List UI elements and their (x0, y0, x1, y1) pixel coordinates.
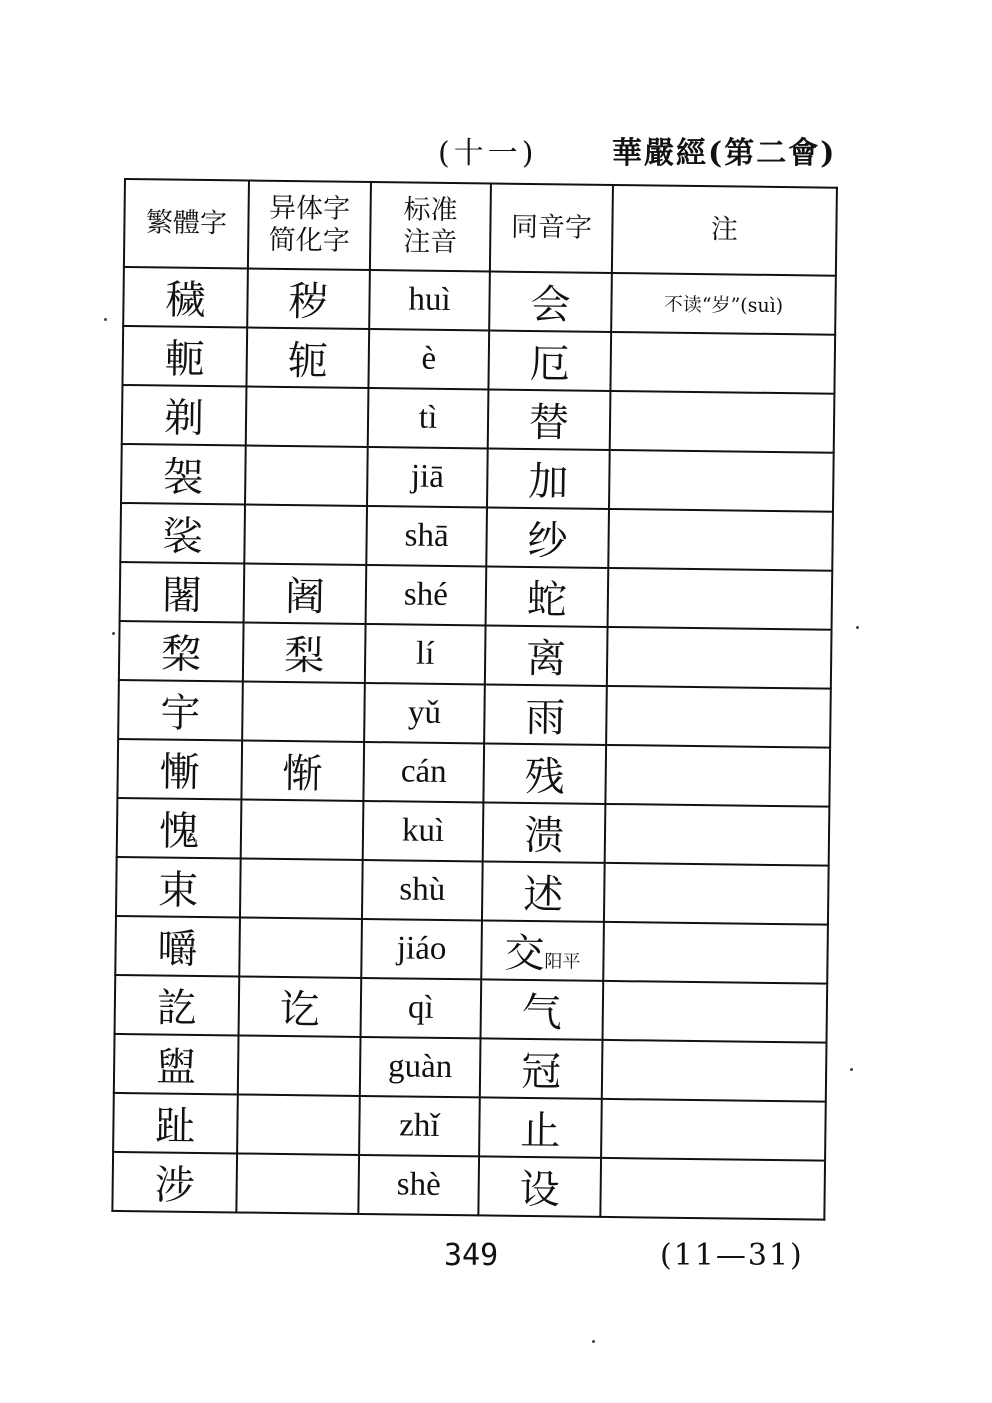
note-cell (606, 686, 831, 748)
variant-char-cell (241, 740, 364, 800)
homophone-cell-text: 气 (521, 989, 563, 1037)
variant-char-cell (239, 976, 362, 1036)
traditional-char-cell (113, 1093, 238, 1154)
tone-mark: 阳平 (544, 951, 581, 973)
homophone-cell (484, 684, 607, 744)
homophone-cell (485, 625, 608, 685)
book-title: 華嚴經(第二會) (612, 136, 837, 171)
homophone-cell-text: 设 (519, 1166, 560, 1214)
pinyin-cell (361, 978, 482, 1038)
column-header-traditional: 繁體字 (124, 179, 249, 269)
note-cell (611, 273, 836, 335)
table-row (117, 798, 830, 866)
homophone-cell-text: 述 (522, 871, 564, 919)
homophone-cell (481, 920, 604, 980)
traditional-char-cell-text: 愧 (158, 808, 200, 855)
pinyin-cell-text: guàn (387, 1048, 453, 1086)
scan-speck (850, 1068, 853, 1071)
table-row (120, 503, 833, 571)
note-cell (601, 1099, 826, 1161)
pinyin-cell (358, 1155, 479, 1215)
homophone-cell-text: 离 (525, 635, 567, 683)
homophone-cell (488, 389, 611, 449)
homophone-cell-text: 冠 (520, 1048, 562, 1096)
homophone-cell-text: 会 (530, 281, 571, 329)
variant-char-cell (246, 387, 369, 447)
note-cell (607, 627, 832, 689)
pinyin-cell-text: zhǐ (399, 1107, 440, 1144)
note-cell (609, 450, 834, 512)
variant-char-cell-text: 轭 (287, 338, 329, 385)
variant-char-cell (240, 858, 363, 918)
traditional-char-cell (123, 267, 248, 328)
traditional-char-cell-text: 盥 (155, 1044, 197, 1091)
traditional-char-cell-text: 嚼 (157, 926, 198, 973)
variant-char-cell-text: 惭 (282, 750, 324, 798)
pinyin-cell-text: shù (399, 871, 446, 908)
traditional-char-cell-text: 訖 (156, 985, 198, 1032)
homophone-cell (480, 1038, 603, 1098)
homophone-cell (488, 330, 611, 390)
pinyin-cell (367, 447, 488, 507)
traditional-char-cell (121, 444, 246, 505)
variant-char-cell-text: 讫 (279, 986, 321, 1034)
note-cell-text: 不读“岁”(suì) (663, 293, 784, 318)
traditional-char-cell (118, 680, 243, 741)
homophone-cell (487, 448, 610, 508)
table-row (122, 385, 835, 453)
pinyin-cell (368, 329, 489, 389)
pinyin-cell-text: huì (408, 281, 451, 318)
traditional-char-cell-text: 宇 (160, 690, 201, 737)
pinyin-cell (363, 742, 484, 802)
homophone-cell (483, 743, 606, 803)
variant-char-cell-text: 秽 (288, 279, 329, 326)
scan-speck (592, 1340, 595, 1343)
homophone-cell (486, 566, 609, 626)
scan-speck (856, 626, 859, 629)
note-cell (605, 745, 830, 807)
table-header-row (124, 179, 837, 276)
page-header (0, 128, 992, 172)
pinyin-cell (365, 624, 486, 684)
variant-char-cell (238, 1035, 361, 1095)
traditional-char-cell (120, 503, 245, 564)
note-cell (605, 804, 830, 866)
note-cell (600, 1158, 825, 1220)
homophone-cell (483, 802, 606, 862)
character-table (111, 178, 838, 1221)
traditional-char-cell (112, 1152, 237, 1213)
variant-char-cell (241, 799, 364, 859)
table-row (122, 326, 835, 394)
traditional-char-cell (122, 326, 247, 387)
traditional-char-cell-text: 剃 (163, 395, 205, 442)
note-cell (610, 391, 835, 453)
table-row (114, 1034, 827, 1102)
homophone-cell-text: 厄 (529, 340, 571, 388)
homophone-cell-text: 残 (524, 753, 565, 801)
traditional-char-cell-text: 束 (158, 867, 199, 914)
homophone-cell-text: 溃 (523, 812, 565, 860)
table-row (115, 975, 828, 1043)
table-row (119, 621, 832, 689)
pinyin-cell-text: yǔ (407, 694, 442, 731)
traditional-char-cell-text: 穢 (165, 277, 206, 325)
traditional-char-cell-text: 軛 (164, 336, 206, 383)
column-header-variant-simplified: 异体字 简化字 (248, 181, 371, 270)
pinyin-cell (362, 860, 483, 920)
variant-char-cell (243, 622, 366, 682)
homophone-cell-text: 止 (520, 1107, 561, 1155)
traditional-char-cell (117, 739, 242, 800)
pinyin-cell-text: shā (404, 517, 449, 554)
pinyin-cell (369, 270, 490, 330)
note-cell (608, 509, 833, 571)
pinyin-cell (364, 683, 485, 743)
traditional-char-cell-text: 闍 (161, 572, 203, 619)
variant-char-cell (247, 269, 370, 329)
column-header-homophone: 同音字 (490, 183, 613, 272)
page-footer (0, 1238, 992, 1282)
variant-char-cell (237, 1094, 360, 1154)
note-cell (610, 332, 835, 394)
note-cell (603, 981, 828, 1043)
homophone-cell-text: 加 (528, 458, 569, 506)
traditional-char-cell-text: 棃 (160, 631, 202, 678)
volume-label: (十一) (438, 136, 538, 171)
table-row (117, 739, 830, 807)
table-row (112, 1152, 825, 1220)
table-row (120, 562, 833, 630)
pinyin-cell (368, 388, 489, 448)
traditional-char-cell (115, 916, 240, 977)
homophone-cell-text: 替 (528, 399, 570, 447)
traditional-char-cell (120, 562, 245, 623)
pinyin-cell (366, 565, 487, 625)
table-row (118, 680, 831, 748)
note-cell (604, 863, 829, 925)
homophone-cell (482, 861, 605, 921)
pinyin-cell-text: jiáo (396, 930, 447, 967)
pinyin-cell-text: lí (415, 635, 435, 672)
variant-char-cell (242, 681, 365, 741)
homophone-cell (489, 271, 612, 331)
pinyin-cell-text: cán (400, 753, 447, 790)
pinyin-cell (361, 919, 482, 979)
homophone-cell (478, 1156, 601, 1216)
traditional-char-cell-text: 趾 (155, 1103, 196, 1150)
pinyin-cell-text: shé (403, 576, 449, 613)
table-row (113, 1093, 826, 1161)
pinyin-cell (363, 801, 484, 861)
traditional-char-cell-text: 裟 (162, 513, 203, 560)
pinyin-cell-text: qì (407, 989, 434, 1026)
column-header-pinyin: 标准 注音 (370, 182, 491, 271)
pinyin-cell-text: è (421, 340, 437, 377)
traditional-char-cell (116, 857, 241, 918)
variant-char-cell-text: 梨 (283, 632, 325, 680)
homophone-cell (481, 979, 604, 1039)
homophone-cell (479, 1097, 602, 1157)
variant-char-cell (236, 1153, 359, 1213)
table-row (123, 267, 836, 335)
variant-char-cell (245, 446, 368, 506)
pinyin-cell-text: tì (418, 399, 438, 436)
pinyin-cell-text: shè (396, 1166, 441, 1203)
variant-char-cell (246, 328, 369, 388)
page-code: (11—31) (660, 1238, 804, 1273)
note-cell (608, 568, 833, 630)
pinyin-cell-text: jiā (410, 458, 445, 495)
traditional-char-cell (115, 975, 240, 1036)
table-row (121, 444, 834, 512)
scan-speck (112, 632, 115, 635)
pinyin-cell-text: kuì (401, 812, 445, 849)
traditional-char-cell-text: 袈 (163, 454, 204, 501)
note-cell (602, 1040, 827, 1102)
page-number: 349 (444, 1238, 499, 1273)
variant-char-cell (244, 563, 367, 623)
traditional-char-cell-text: 涉 (154, 1162, 195, 1209)
pinyin-cell (366, 506, 487, 566)
table-row (116, 857, 829, 925)
homophone-cell-text: 纱 (527, 517, 568, 565)
column-header-note: 注 (612, 185, 837, 276)
homophone-cell-text: 蛇 (526, 576, 568, 624)
variant-char-cell (239, 917, 362, 977)
homophone-cell (486, 507, 609, 567)
traditional-char-cell-text: 慚 (159, 749, 201, 796)
traditional-char-cell (117, 798, 242, 859)
scan-speck (104, 318, 107, 321)
table-row (115, 916, 828, 984)
pinyin-cell (359, 1096, 480, 1156)
traditional-char-cell (122, 385, 247, 446)
pinyin-cell (360, 1037, 481, 1097)
traditional-char-cell (119, 621, 244, 682)
homophone-cell-text: 雨 (525, 694, 566, 742)
note-cell (603, 922, 828, 984)
variant-char-cell-text: 阇 (284, 573, 326, 621)
homophone-cell-text: 交 (504, 930, 545, 978)
traditional-char-cell (114, 1034, 239, 1095)
variant-char-cell (244, 505, 367, 565)
